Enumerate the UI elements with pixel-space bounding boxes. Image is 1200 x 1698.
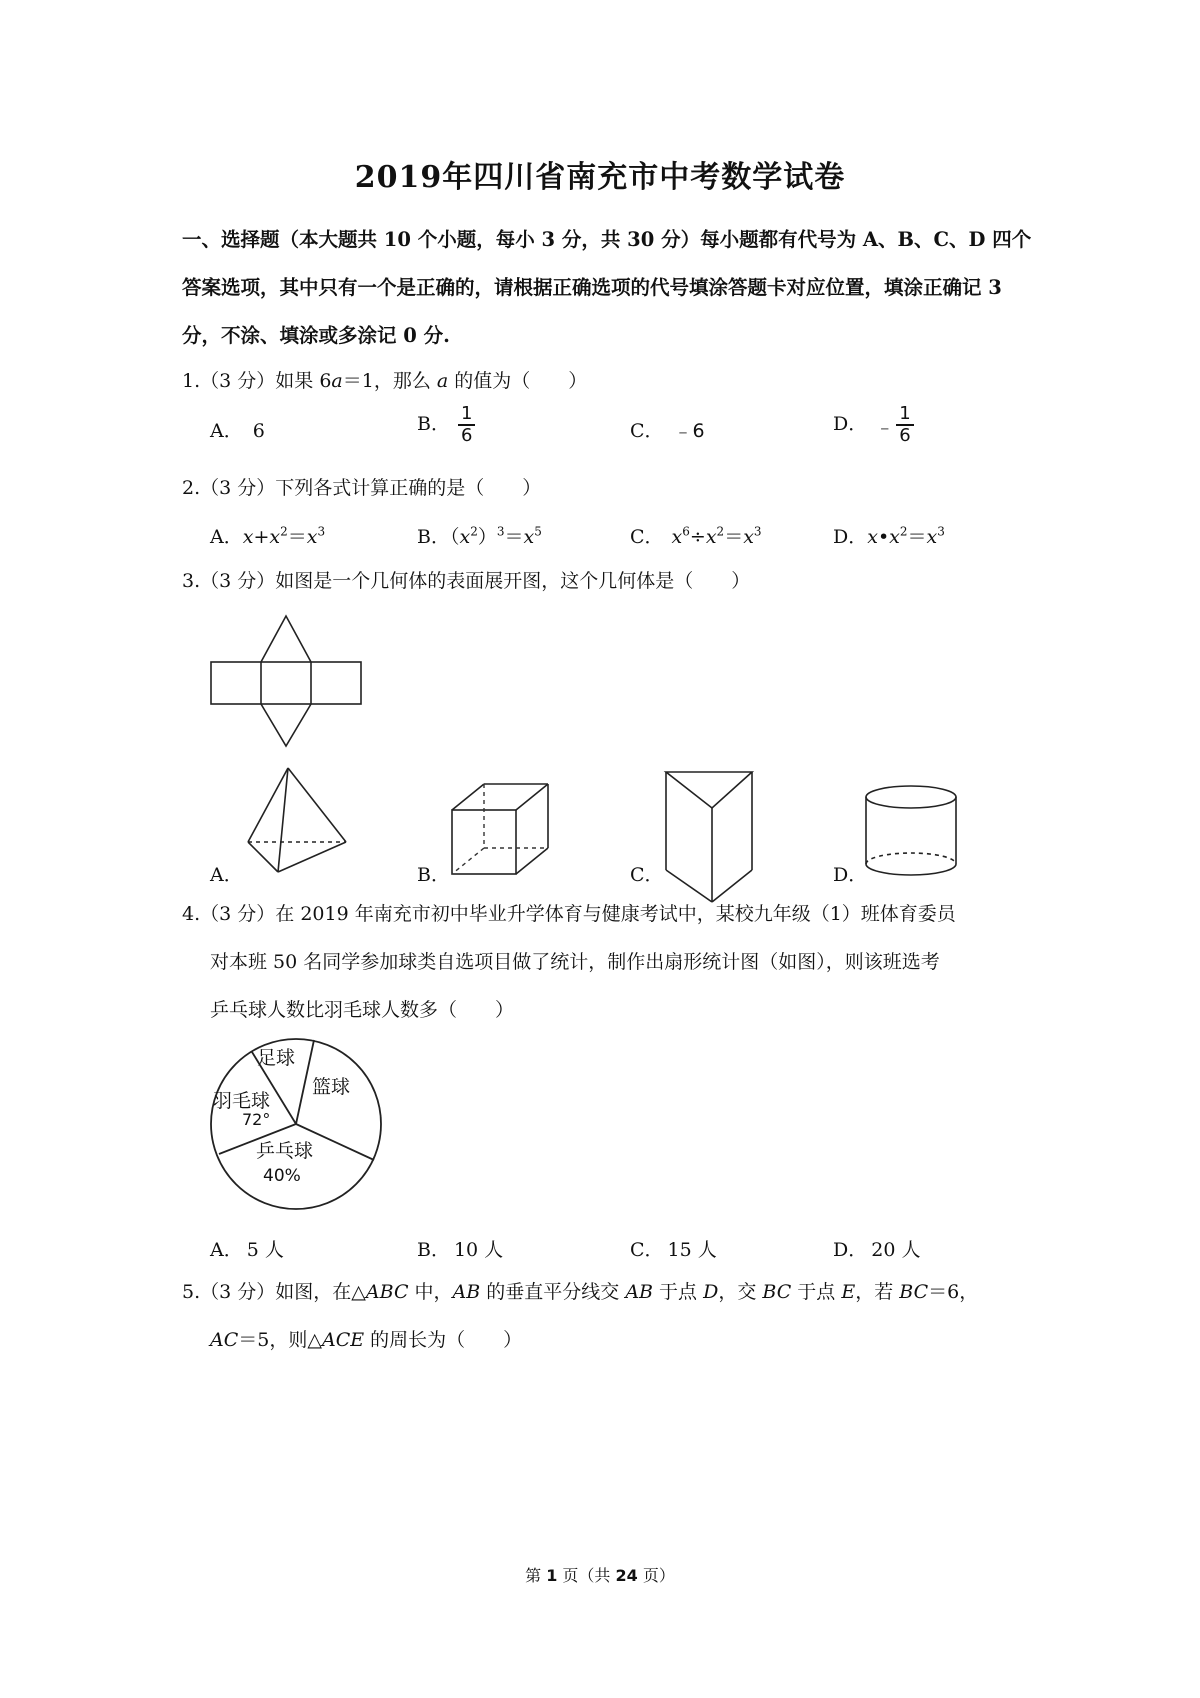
q1-option-c: C． ﹣6 xyxy=(630,420,705,442)
question-4: 4.（3 分）在 2019 年南充市初中毕业升学体育与健康考试中，某校九年级（1）班体育委员 xyxy=(182,903,956,925)
q1-b-fraction: $\frac{1}{6}$ xyxy=(458,404,475,446)
q2-option-b: B．$(x^2)^3=x^5$ xyxy=(417,524,542,548)
q2-option-a: A．$x+x^2=x^3$ xyxy=(210,524,326,548)
pie-label-pingpong: 乒乓球 xyxy=(256,1140,314,1162)
pie-label-pingpong-pct: 40% xyxy=(263,1166,301,1186)
section-instructions: 一、选择题（本大题共 10 个小题，每小 3 分，共 30 分）每小题都有代号为 A、B、C、D 四个答案选项，其中只有一个是正确的，请根据正确选项的代号填涂答题卡对应位置，填涂正确记 3 分，不涂、填涂或多涂记 0 分. xyxy=(182,228,1032,347)
pie-label-basketball: 篮球 xyxy=(312,1076,351,1098)
q1-d-fraction: $\frac{1}{6}$ xyxy=(896,404,913,446)
question-4-line3: 乒乓球人数比羽毛球人数多（ ） xyxy=(210,999,515,1021)
question-1: 1.（3 分）如果 6a＝1，那么 a 的值为（ ） xyxy=(182,370,588,392)
q3-option-b: B． xyxy=(417,864,450,886)
pie-label-badminton: 羽毛球 xyxy=(213,1090,271,1112)
q3-option-a: A． xyxy=(210,864,243,886)
q4-option-c: C． 15 人 xyxy=(630,1239,717,1261)
page-title: 2019年四川省南充市中考数学试卷 xyxy=(354,160,846,195)
q2-option-d: D．$x•x^2=x^3$ xyxy=(833,524,945,548)
question-5-line2: AC＝5，则△ACE 的周长为（ ） xyxy=(210,1329,523,1351)
q1-option-a: A． 6 xyxy=(210,420,265,442)
q4-option-a: A． 5 人 xyxy=(210,1239,284,1261)
pie-label-badminton-angle: 72° xyxy=(242,1110,271,1129)
q1-option-d: D． ﹣ $\frac{1}{6}$ xyxy=(833,404,914,446)
q1-option-b: B． $\frac{1}{6}$ xyxy=(417,404,475,446)
question-4-line2: 对本班 50 名同学参加球类自选项目做了统计，制作出扇形统计图（如图），则该班选考 xyxy=(210,951,940,973)
q3-option-c: C． xyxy=(630,864,664,886)
q4-option-b: B． 10 人 xyxy=(417,1239,504,1261)
q2-option-c: C． $x^6\div x^2=x^3$ xyxy=(630,524,762,548)
q3-option-d: D． xyxy=(833,864,868,886)
page-footer: 第 1 页（共 24 页） xyxy=(525,1566,675,1585)
pie-label-football: 足球 xyxy=(257,1047,296,1069)
q4-option-d: D． 20 人 xyxy=(833,1239,921,1261)
question-5: 5.（3 分）如图，在△ABC 中，AB 的垂直平分线交 AB 于点 D，交 BC 于点 E，若 BC＝6， xyxy=(182,1281,979,1303)
question-2: 2.（3 分）下列各式计算正确的是（ ） xyxy=(182,477,542,499)
question-3: 3.（3 分）如图是一个几何体的表面展开图，这个几何体是（ ） xyxy=(182,570,751,592)
